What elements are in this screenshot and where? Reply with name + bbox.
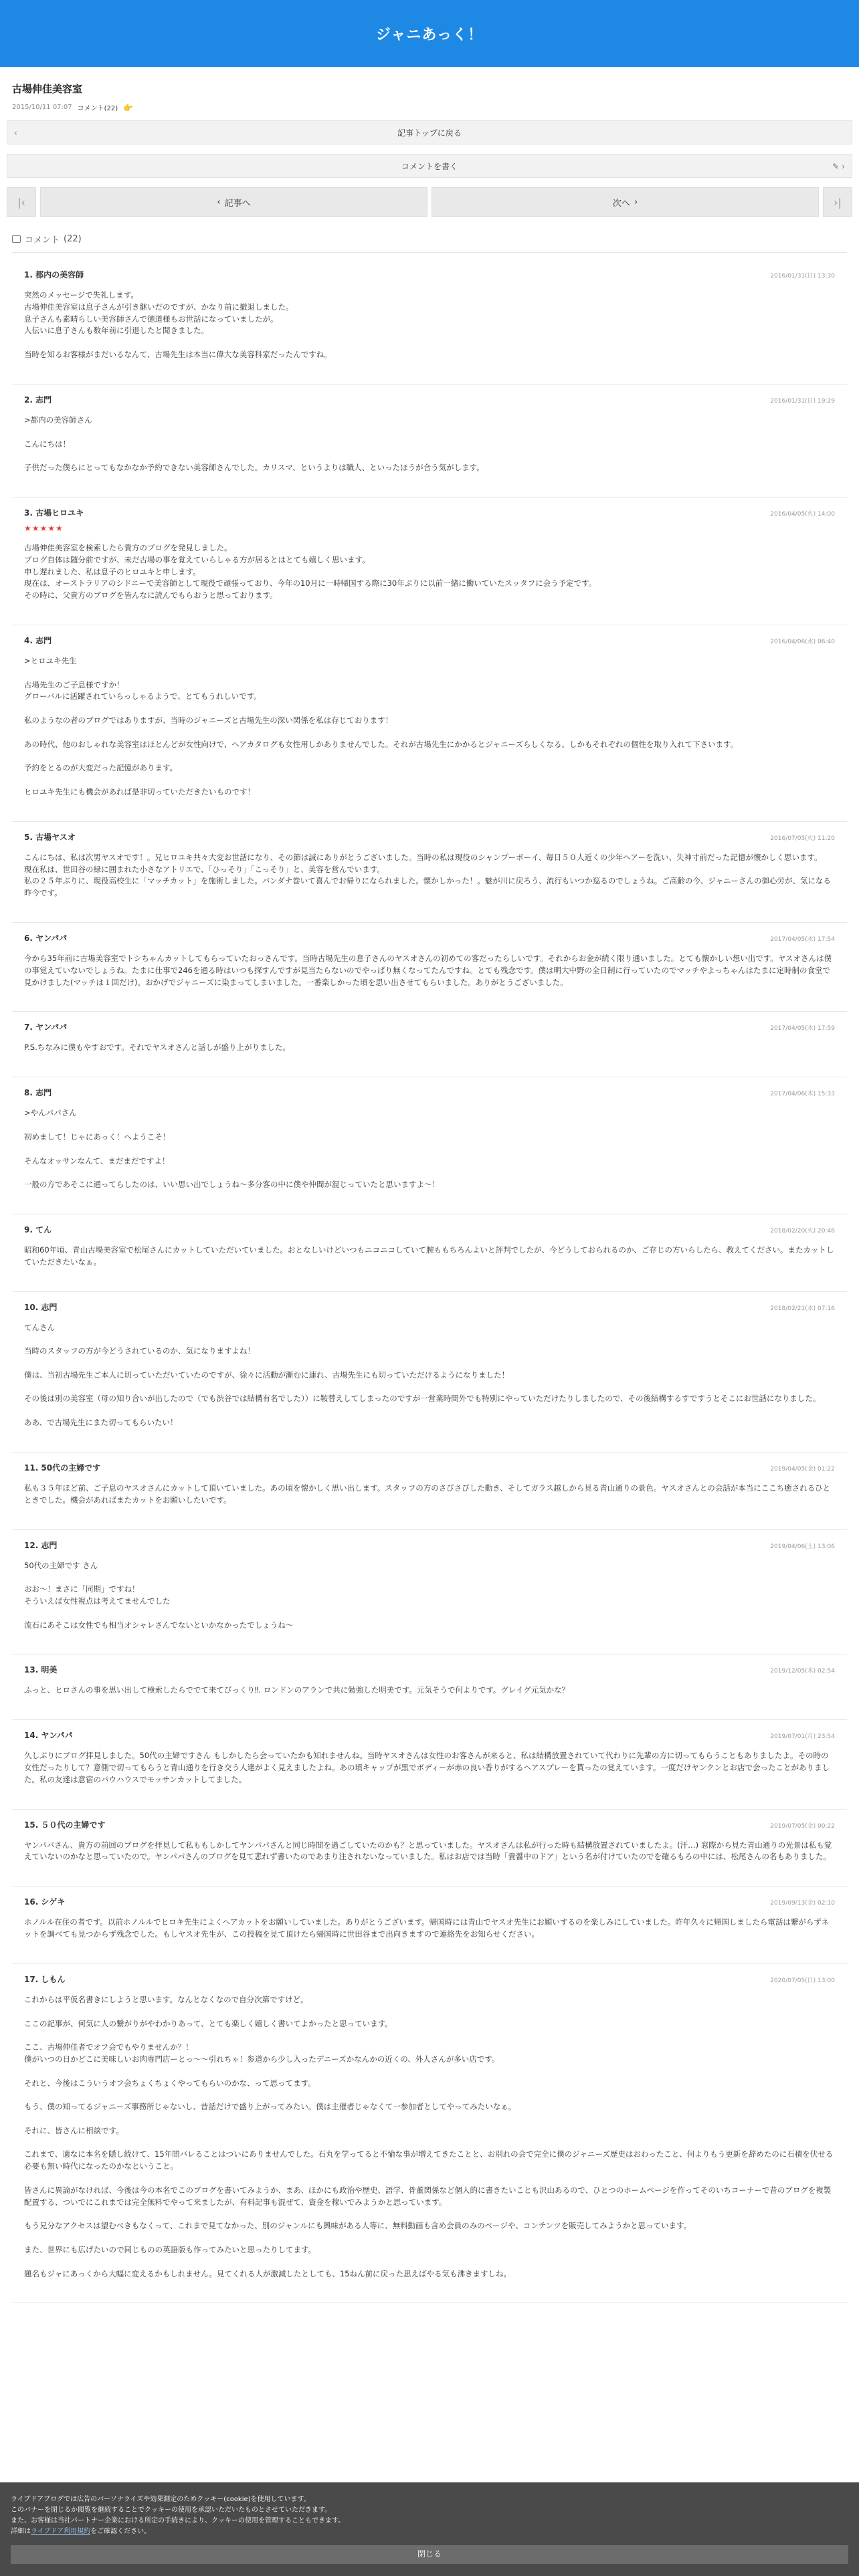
comment-item: [12, 1654, 847, 1720]
cookie-text-prefix: 詳細は: [11, 2528, 31, 2535]
comment-line: ヒロユキ先生にも機会があれば是非切っていただきたいものです！: [24, 786, 255, 796]
comment-line: 私の２５年ぶりに、現役高校生に「マッチカット」を施術しました。バンダナ巻いて喜んでお帰りになられました。懐かしかった！。魅が川に戻ろう、流行もいつか巡るのでしょうね。ご高齢の今、ジャニーさんの御心労が、気になる昨今です。: [24, 876, 831, 898]
comment-item: [12, 1530, 847, 1655]
comment-line: 子供だった僕らにとってもなかなか予約できない美容師さんでした。カリスマ、というよりは職人、といったほうが合う気がします。: [24, 463, 484, 473]
comment-author: 15. ５０代の主婦です: [24, 1820, 106, 1830]
comment-line: あの時代、他のおしゃれな美容室はほとんどが女性向けで、ヘアカタログも女性用しかありませんでした。それが古場先生にかかるとジャニーズらしくなる。しかもそれぞれの個性を取り入れて下さいます。: [24, 739, 739, 749]
comment-line: 古場伸佳美容室を検索したら貴方のブログを発見しました。: [24, 542, 232, 552]
comments-label: コメント: [25, 235, 60, 245]
comment-header: [24, 1819, 835, 1830]
comment-item: [12, 1453, 847, 1530]
comment-line: [24, 2113, 835, 2125]
comment-author: 7. ヤンパパ: [24, 1023, 68, 1033]
comment-body: [24, 1560, 835, 1632]
comment-author: 1. 都内の美容師: [24, 270, 84, 280]
comment-line: [24, 2030, 835, 2042]
comment-line: それに、皆さんに相談です。: [24, 2125, 124, 2135]
comment-body: [24, 1917, 835, 1941]
comment-line: 今から35年前に古場美容室でトシちゃんカットしてもらっていたおっさんです。当時古場先生の息子さんのヤスオさんの初めての客だったらしいです。それからお金が続く限り通いました。とても懐かしい想い出です。ヤスオさんは僕の事覚えていないでしょうね。たまに仕事で246を通る時はいつも探すんですが見当たらないのでやっぱり無くなってたんですね。とても残念です。僕は明大中野の全日制に行っていたのでマッチやよっちゃんはたまに定時制の食堂で見かけました(マッチは１回だけ)。おかげでジャニーズに染まってしまいました。一番楽しかった頃を思い出させてもらいました。ありがとうございました。: [24, 954, 832, 987]
comment-header: [24, 1729, 835, 1741]
comment-line: [24, 667, 835, 679]
chevron-left-icon: ‹: [14, 128, 17, 138]
comment-header: [24, 1539, 835, 1551]
comment-header: [24, 1896, 835, 1907]
comment-line: >都内の美容師さん: [24, 415, 92, 425]
comment-line: 当時を知るお客様がまだいるなんて、古場先生は本当に偉大な美容科家だったんですね。: [24, 350, 332, 360]
comment-author: 4. 志門: [24, 636, 52, 645]
comment-line: おお〜！まさに「同期」ですね！: [24, 1584, 140, 1594]
comment-line: [24, 2256, 835, 2268]
comment-line: 古場伸佳美容室は息子さんが引き継いだのですが、かなり前に撤退しました。: [24, 302, 294, 312]
comment-line: [24, 1119, 835, 1132]
comment-author: 9. てん: [24, 1224, 52, 1235]
comment-line: 私のようなの者のブログではありますが、当時のジャニーズと古場先生の深い関係を私は存じております！: [24, 716, 393, 726]
comment-list: [0, 259, 859, 2303]
comment-date: 2017/04/06(木) 15:33: [770, 1091, 835, 1098]
comment-header: [24, 1087, 835, 1098]
comment-line: 息子さんも素晴らしい美容師さんで徳道様もお世話になっていましたが。: [24, 314, 278, 324]
comment-date: 2019/07/01(月) 23:54: [770, 1733, 835, 1741]
terms-link[interactable]: ライブドア利用規約: [31, 2528, 91, 2535]
comment-author: 2. 志門: [24, 395, 52, 405]
comment-header: [24, 1021, 835, 1033]
comment-line: [24, 1358, 835, 1370]
comment-line: [24, 2137, 835, 2149]
comment-body: [24, 1483, 835, 1507]
comment-line: [24, 2089, 835, 2101]
comment-item: [12, 923, 847, 1012]
comment-body: [24, 415, 835, 474]
comment-date: 2016/01/31(日) 13:30: [770, 273, 835, 280]
comment-line: [24, 450, 835, 462]
comment-line: [24, 774, 835, 786]
comment-line: [24, 1382, 835, 1394]
comment-line: [24, 1405, 835, 1417]
comment-line: [24, 703, 835, 715]
comment-line: [24, 2006, 835, 2018]
cookie-close-button[interactable]: 閉じる: [11, 2545, 848, 2564]
comment-date: 2016/07/05(火) 11:20: [770, 835, 835, 842]
comment-date: 2016/04/06(水) 06:40: [770, 639, 835, 645]
chevron-right-icon: ›: [842, 162, 845, 171]
prev-article-label: 記事へ: [224, 198, 251, 209]
comment-body: [24, 1994, 835, 2280]
comment-body: [24, 1685, 835, 1697]
comment-line: 突然のメッセージで失礼します。: [24, 290, 138, 300]
comment-line: 初めまして！じゃにあっく！へようこそ！: [24, 1132, 171, 1142]
comment-author: 3. 古場ヒロユキ: [24, 508, 84, 518]
comment-line: そういえば女性視点は考えてませんでした: [24, 1596, 171, 1606]
chevron-right-icon: ›: [634, 197, 638, 207]
comment-line: ホノルル在住の者です。以前ホノルルでヒロキ先生によくヘアカットをお願いしていました。ありがとうございます。帰国時には青山でヤスオ先生にお願いするのを楽しみにしていました。昨年久々に帰国しましたら電話は繋がらずネットを調べても見つからず残念でした。もしヤスオ先生が、この投稿を見て頂けたら帰国時に世田谷まで出向きますので連絡先をお知らせください。: [24, 1917, 829, 1939]
back-to-article-top-button[interactable]: [7, 120, 852, 144]
comment-line: [24, 1572, 835, 1584]
pointing-hand-icon: 👉: [123, 102, 134, 112]
comment-header: [24, 1301, 835, 1313]
prev-article-button[interactable]: [40, 187, 427, 217]
comment-line: これまで、適なに本名を隠し続けて、15年間バレることはついにありませんでした。石丸を学ってると不愉な事が増えてきたことと、お別れの会で完全に僕のジャニーズ歴史はおわったこと、何よりもう更新を辞めたのに石積を伏せる必要も無い時代になったのかなということ。: [24, 2149, 834, 2171]
cookie-banner: [0, 2482, 859, 2576]
comment-item: [12, 1887, 847, 1964]
site-title[interactable]: ジャニあっく！: [375, 26, 484, 43]
comment-line: もう兄分なアクセスは望むべきもなくって、これまで見てなかった、別のジャンルにも興味がある人等に、無料動画も含め会員のみのページや、コンテンツを販売してみようかと思っています。: [24, 2221, 692, 2231]
comment-header: [24, 1664, 835, 1675]
rating-stars-icon: ★★★★★: [24, 523, 64, 533]
comment-header: [24, 635, 835, 646]
article-date: 2015/10/11 07:07: [12, 104, 72, 111]
comment-line: そんなオッサンなんて、まだまだですよ！: [24, 1156, 170, 1166]
cookie-text-line: このバナーを閉じるか閲覧を継続することでクッキーの使用を承認いただいたものとさせていただきます。: [11, 2506, 332, 2514]
comment-line: 50代の主婦です さん: [24, 1560, 98, 1570]
next-article-label: 次へ: [612, 198, 630, 209]
comment-header: [24, 394, 835, 405]
comment-line: 当時のスタッフの方が今どうされているのか、気になりますよね！: [24, 1346, 255, 1356]
comment-line: 人伝いに息子さんも数年前に引退したと聞きました。: [24, 326, 209, 336]
comment-item: [12, 498, 847, 625]
comment-line: 申し遅れました、私は息子のヒロユキと申します。: [24, 566, 201, 576]
comment-line: [24, 1167, 835, 1179]
comment-date: 2020/07/05(日) 13:00: [770, 1977, 835, 1984]
comment-line: また、世界にも広げたいので同じものの英語版も作ってみたいと思ったりしてます。: [24, 2244, 316, 2254]
comment-author: 12. 志門: [24, 1540, 58, 1550]
comment-date: 2019/04/05(金) 01:22: [770, 1465, 835, 1473]
site-header: [0, 0, 859, 67]
comment-body: [24, 852, 835, 899]
comment-date: 2019/07/05(金) 00:22: [770, 1822, 835, 1830]
comment-line: [24, 337, 835, 349]
comment-date: 2019/09/13(金) 02:10: [770, 1900, 835, 1907]
comment-line: 古場先生のご子息様ですか！: [24, 679, 124, 689]
cookie-text-suffix: をご確認ください。: [90, 2528, 151, 2535]
chevron-left-icon: ‹: [217, 197, 221, 207]
comment-author: 17. しもん: [24, 1974, 66, 1984]
comment-item: [12, 1964, 847, 2304]
comment-line: こんにちは！: [24, 439, 70, 449]
comment-body: [24, 1245, 835, 1269]
article-meta: [12, 102, 847, 112]
comment-line: こんにちは、私は次男ヤスオです！。兄ヒロユキ共々大変お世話になり、その節は誠にありがとうございました。当時の私は現役のシャンプーボーイ、毎日５０人近くの少年ヘアーを洗い、失神寸前だった記憶が懐かしく思います。: [24, 852, 822, 862]
comment-author: 8. 志門: [24, 1088, 52, 1098]
comment-line: [24, 2209, 835, 2221]
comment-line: それと、今後はこういうオフ会ちょくちょくやってもらいのかな、って思ってます。: [24, 2078, 316, 2088]
comment-header: [24, 269, 835, 280]
comments-count: (22): [64, 234, 82, 244]
comment-line: [24, 1608, 835, 1620]
comment-item: [12, 1012, 847, 1077]
comment-date: 2016/01/31(日) 19:29: [770, 397, 835, 405]
comment-line: 僕がいつの日かどこに美味しいお肉専門店ーとっ〜〜引れちゃ！参道から少し入ったデニーズかなんかの近くの、外人さんが多い店です。: [24, 2054, 500, 2064]
comment-date: 2019/04/06(土) 13:06: [770, 1543, 835, 1550]
comment-line: 現在は、オーストラリアのシドニーで美容師として現役で頑張っており、今年の10月に一時帰国する際に30年ぶりに以前一緒に働いていたスッタフに会う予定です。: [24, 578, 597, 588]
comment-line: 昭和60年頃、青山古場美容室で松尾さんにカットしていただいていました。おとなしいけどいつもニコニコしていて腕ももちろんよいと評判でしたが、今どうしておられるのか、ご存じの方いらしたら、教えてください。またカットしていただきたいなぁ。: [24, 1245, 834, 1267]
comment-header: [24, 1973, 835, 1985]
comment-body: [24, 1042, 835, 1054]
cookie-text-line: また、お客様は当社パートナー企業における所定の手続きにより、クッキーの使用を管理することもできます。: [11, 2517, 345, 2525]
comment-header: [24, 1224, 835, 1235]
comment-line: ふっと、ヒロさんの事を思い出して検索したらででて来てびっくり‼︎. ロンドンのアランで共に勉強した明美です。元気そうで何よりです。グレイグ元気かな？: [24, 1685, 570, 1695]
write-comment-label: コメントを書く: [401, 161, 458, 171]
comment-line: 題名もジャにあっくから大幅に変えるかもしれません。見てくれる人が激減したとしても、15ねん前に戻った思えばやる気も沸きますしね。: [24, 2268, 511, 2278]
comment-line: その時に、父貴方のブログを皆んなに読んでもらおうと思っております。: [24, 591, 278, 601]
comment-line: [24, 1144, 835, 1156]
comment-line: 一般の方であそこに通ってらしたのは、いい思い出でしょうね〜多分客の中に僕や仲間が混じっていたと思いますよ〜！: [24, 1180, 440, 1190]
last-page-icon: ›|: [834, 195, 842, 209]
comment-date: 2019/12/05(木) 02:54: [770, 1668, 835, 1675]
comment-item: [12, 1810, 847, 1887]
comment-date: 2017/04/05(水) 17:54: [770, 936, 835, 943]
comment-line: [24, 2066, 835, 2078]
comment-author: 16. シゲキ: [24, 1897, 66, 1907]
comment-line: 予約をとるのが大変だった記憶があります。: [24, 763, 178, 773]
comment-item: [12, 1292, 847, 1453]
comment-date: 2018/02/20(火) 20:46: [770, 1227, 835, 1235]
comment-line: [24, 2232, 835, 2244]
comment-header: [24, 1462, 835, 1473]
comment-body: [24, 953, 835, 988]
comment-line: P.S.ちなみに僕もやすおです。それでヤスオさんと話しが盛り上がりました。: [24, 1043, 290, 1053]
comment-line: ここの記事が、何気に人の繋がりがやわかりあって、とても楽しく嬉しく書いてよかったと思っています。: [24, 2018, 393, 2028]
comment-item: [12, 1720, 847, 1809]
write-comment-button[interactable]: [7, 154, 852, 178]
comment-line: >ヒロユキ先生: [24, 656, 77, 665]
comment-date: 2017/04/05(水) 17:59: [770, 1025, 835, 1033]
comment-author: 13. 明美: [24, 1665, 58, 1675]
comment-body: [24, 655, 835, 798]
comment-body: [24, 290, 835, 361]
comment-line: てんさん: [24, 1322, 55, 1332]
comment-line: [24, 751, 835, 763]
comment-line: ヤンパパさん、貴方の前回のブログを拝見して私ももしかしてヤンパパさんと同じ時間を過ごしていたのかも？と思っていました。ヤスオさんは私が行った時も結構放置されていましたよ。(汗…) 窓際から見た青山通りの光景は私も覚えていないのかなと思っていたので。ヤンパパさんのブログを見て悲れず書いたのであまり注されないなっていました。私はお店では当時「貴醤中のドア」という名が付けていたのでを確るもろの中には、松尾さんの名もありました。: [24, 1840, 832, 1862]
comment-author: 14. ヤンパパ: [24, 1731, 73, 1741]
comment-line: 現在私は、世田谷の緑に囲まれた小さなアトリエで、「ひっそり」「こっそり」と、美容を営んでいます。: [24, 864, 385, 874]
comment-line: [24, 1333, 835, 1346]
cookie-text-line: ライブドアブログでは広告のパーソナライズや効果測定のためクッキー(cookie)を使用しています。: [11, 2496, 310, 2503]
first-page-button[interactable]: [7, 187, 36, 217]
comment-line: グローバルに活躍されていらっしゃるようで、とてもうれしいです。: [24, 691, 262, 702]
article-title: 古場伸佳美容室: [12, 83, 83, 95]
comment-item: [12, 1077, 847, 1214]
last-page-button[interactable]: [823, 187, 852, 217]
comment-author: 6. ヤンパパ: [24, 934, 68, 943]
comment-line: 私も３５年ほど前、ご子息のヤスオさんにカットして頂いていました。あの頃を懐かしく思い出します。スタッフの方のさびさびした動き、そしてガラス越しから見る青山通りの景色。ヤスオさんとの会話が本当にここち癒されるひとときでした。機会があればまたカットをお願いしたいです。: [24, 1483, 831, 1505]
comment-author: 10. 志門: [24, 1302, 58, 1312]
back-to-top-label: 記事トップに戻る: [397, 128, 462, 138]
comment-body: [24, 1840, 835, 1864]
comment-line: ああ、で古場先生にまた切ってもらいたい！: [24, 1418, 178, 1428]
comment-line: 流石にあそこは女性でも相当オシャレさんでないといかなかったでしょうね〜: [24, 1620, 294, 1630]
comment-item: [12, 385, 847, 498]
comment-line: >やんパパさん: [24, 1108, 77, 1118]
comment-item: [12, 1214, 847, 1292]
comment-line: [24, 2173, 835, 2185]
first-page-icon: |‹: [17, 195, 25, 209]
comment-body: [24, 542, 835, 602]
comment-header: [24, 507, 835, 518]
comment-item: [12, 259, 847, 385]
comment-body: [24, 1322, 835, 1429]
comment-body: [24, 1750, 835, 1786]
comment-body: [24, 1107, 835, 1191]
article-header: [0, 67, 859, 120]
comment-bubble-icon: [12, 235, 21, 243]
comment-item: [12, 822, 847, 923]
cookie-text-line: [11, 2527, 848, 2537]
comment-line: [24, 727, 835, 739]
comment-date: 2016/04/05(火) 14:00: [770, 510, 835, 518]
comment-line: ブログ自体は随分前ですが、未だ古場の事を覚えていらしゃる方が居るとはとても嬉しく思います。: [24, 554, 370, 564]
comment-line: その後は別の美容室（母の知り合いが出したので（でも渋谷では結構有名でした））に鞍替えしてしまったのですが一営業時間外でも特別にやっていただけたりしましたので、その後結構するすですうとそこにお世話になりました。: [24, 1394, 821, 1404]
comment-line: もう、僕の知ってるジャニーズ事務所じゃないし、昔話だけで盛り上がってみたい。僕は主催者じゃなくて一参加者としてやってみたいなぁ。: [24, 2102, 516, 2112]
comment-author: 5. 古場ヤスオ: [24, 832, 76, 842]
comment-count-link[interactable]: コメント(22): [77, 105, 118, 112]
comment-date: 2018/02/21(水) 07:16: [770, 1305, 835, 1312]
comment-line: [24, 427, 835, 439]
comment-line: ここ、古場伸佳者でオフ会でもやりませんか？！: [24, 2042, 193, 2052]
comment-item: [12, 625, 847, 822]
comment-line: 久しぶりにブログ拝見しました。50代の主婦ですさん もしかしたら会っていたかも知れませんね。当時ヤスオさんは女性のお客さんが来ると、私は結構放置されていて代わりに先輩の方に切ってもらうこともありましたよ。その時の女性だったりして？意側で切ってもらうと青山通りを行き交う人達がよく見えましたよね。あの頃キャップが黒でボディーが赤の良い香りがするヘアスプレーを貰ったの覚えています。一度だけヤンクンとお店で会ったことがありました。私の友達は意宿のパウハウスでモッサンカットしてました。: [24, 1751, 830, 1784]
comment-line: これからは平仮名書きにしようと思います。なんとなくなので自分次第ですけど。: [24, 1994, 308, 2004]
comment-line: 皆さんに異論がなければ、今後は今の本名でこのブログを書いてみようか、まあ、ほかにも政治や歴史、語学、骨董関係など個人的に書きたいことも沢山あるので、ひとつのホームページを作ってそのいちコーナーで昔のブログを複製配置する、ついでにこれまでは完全無料でやって来ましたが、有料記事も混ぜて、資金を稼いでみようかと思っています。: [24, 2185, 832, 2207]
comment-header: [24, 932, 835, 944]
next-article-button[interactable]: [432, 187, 819, 217]
comments-header: [12, 233, 847, 253]
article-pager: [7, 187, 852, 217]
comment-header: [24, 831, 835, 843]
comment-author: 11. 50代の主婦です: [24, 1463, 101, 1473]
comment-line: 僕は、当初古場先生ご本人に切っていただいていたのですが、徐々に活動が漸むに連れ、古場先生にも切っていただけるようになりました！: [24, 1370, 510, 1380]
pencil-icon: ✎: [832, 162, 840, 171]
